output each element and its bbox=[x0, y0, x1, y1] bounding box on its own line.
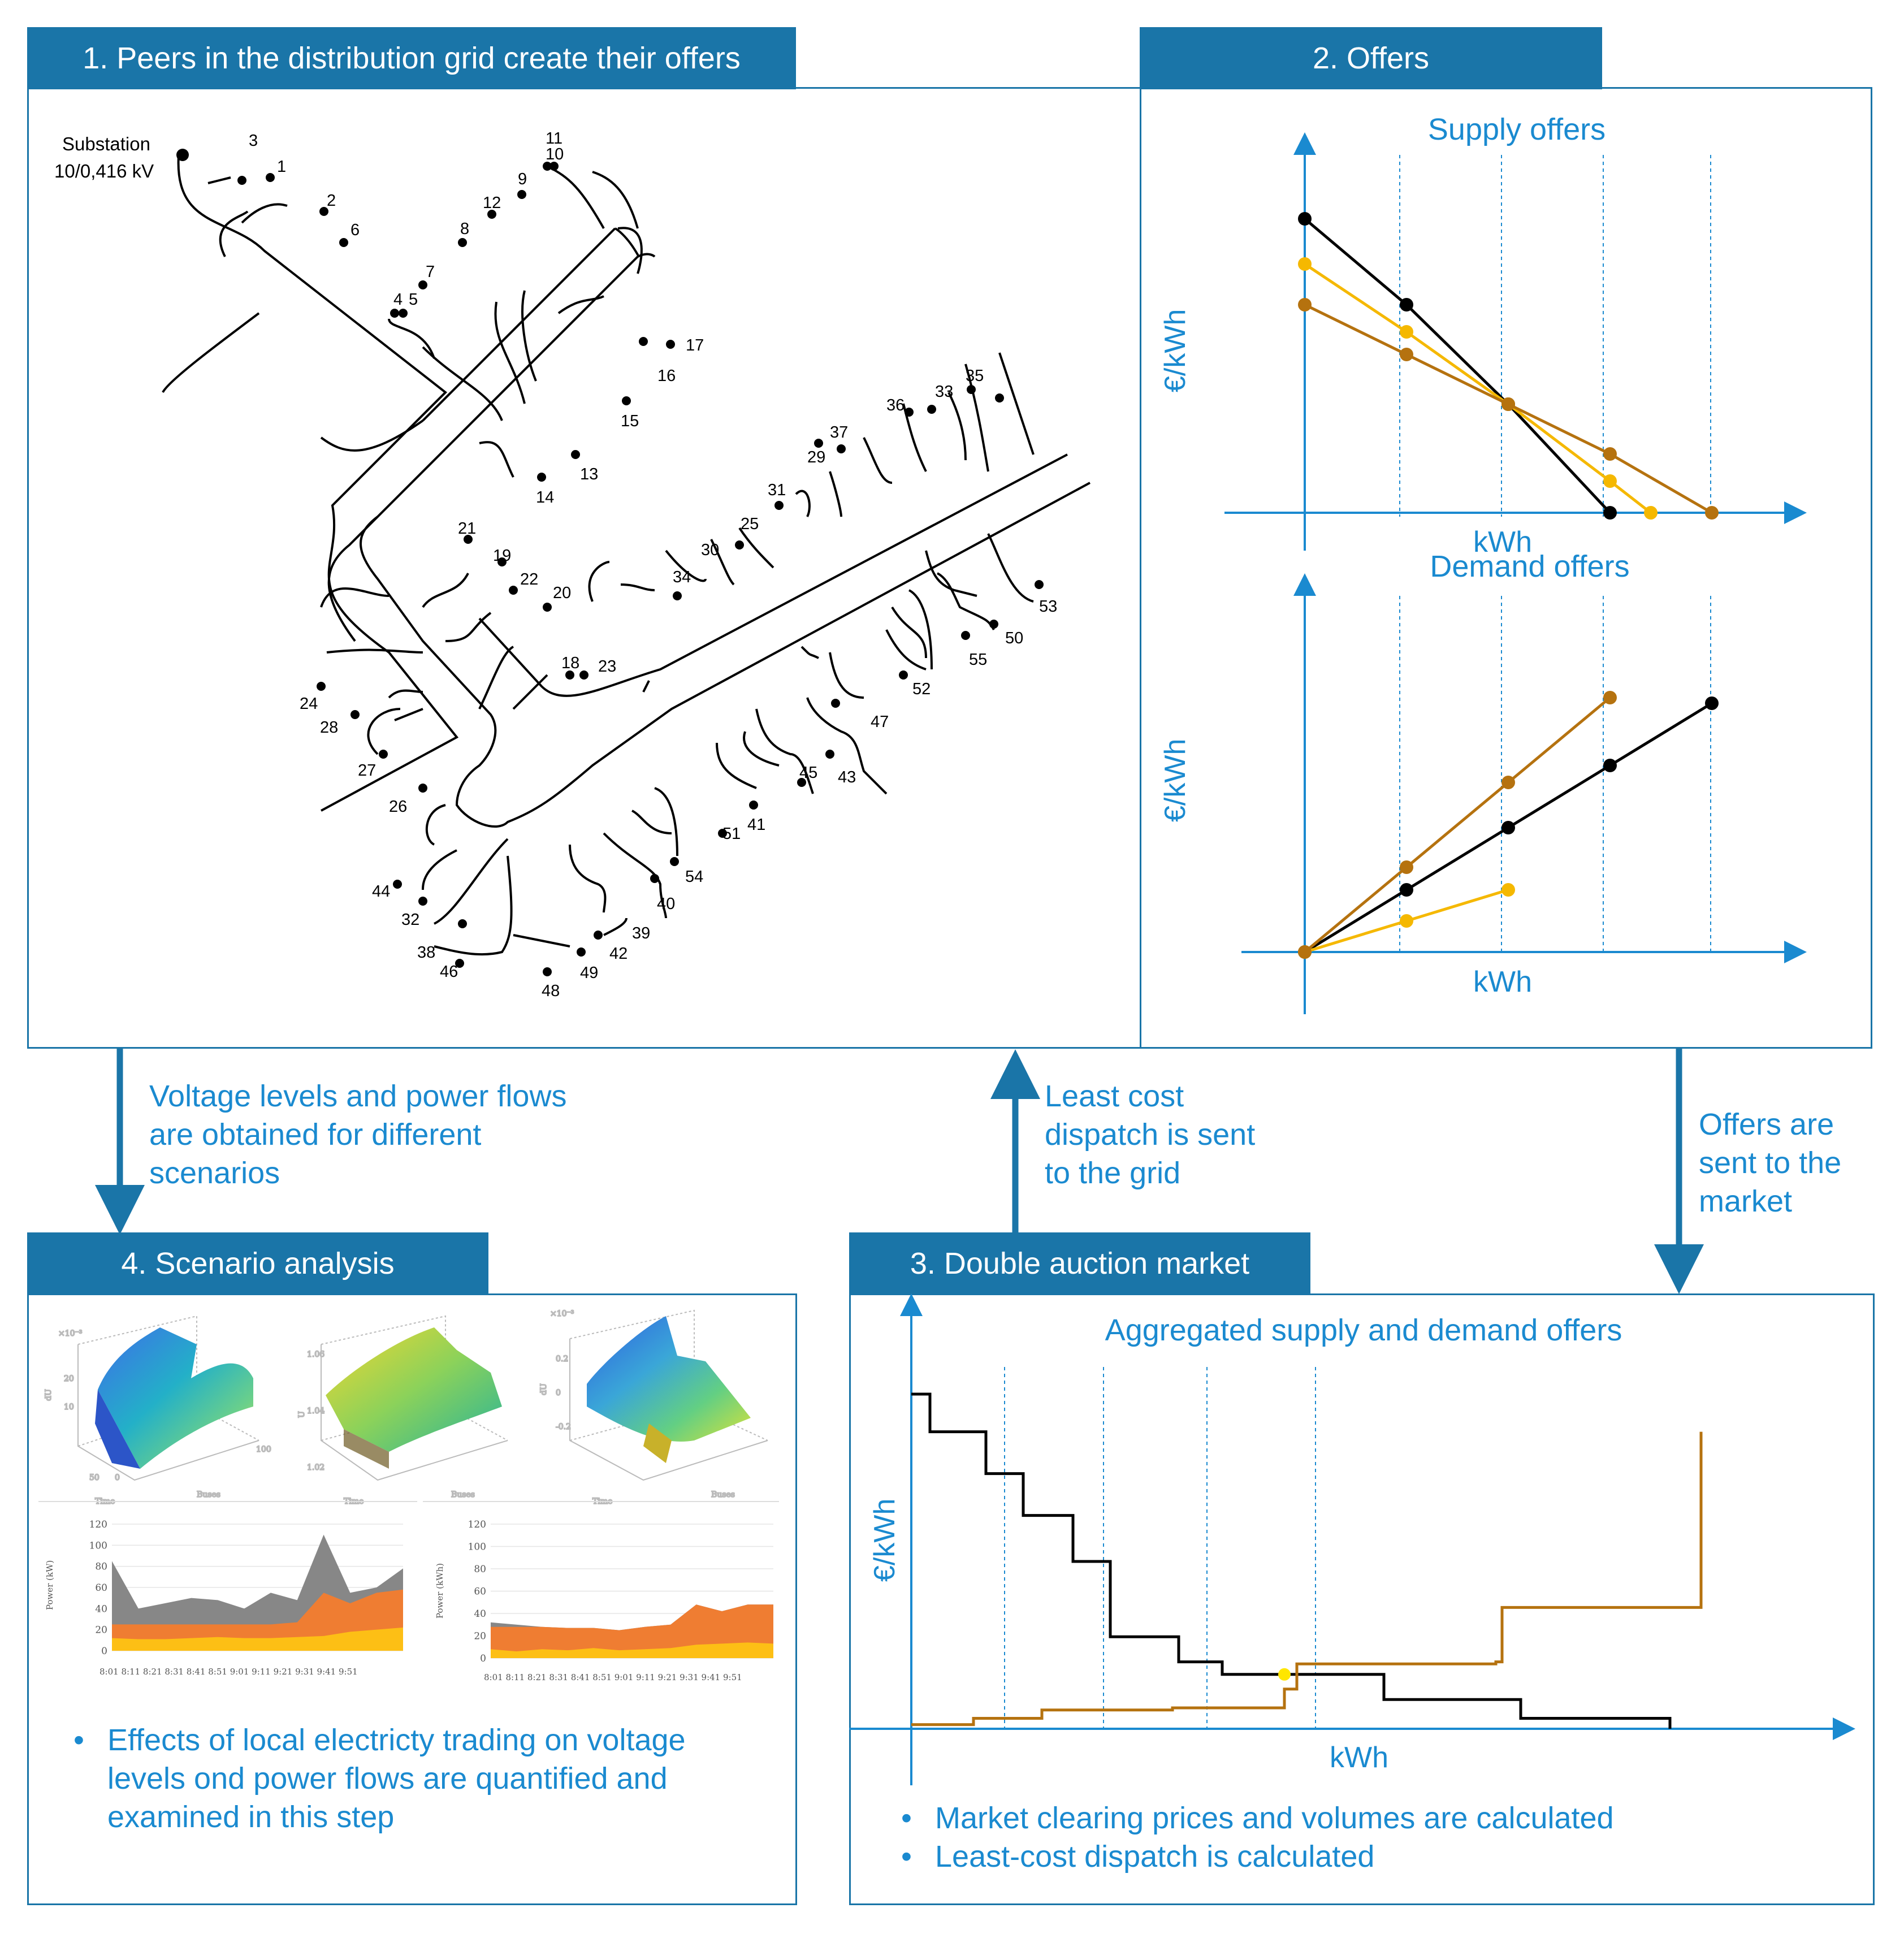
svg-text:dU: dU bbox=[539, 1383, 548, 1395]
demand-offer-point-yellow-1 bbox=[1400, 914, 1413, 928]
demand-offer-point-yellow-2 bbox=[1501, 883, 1515, 897]
market-demand-curve bbox=[911, 1394, 1670, 1729]
supply-offer-point-brown-2 bbox=[1501, 397, 1515, 411]
node-label-38: 38 bbox=[417, 944, 436, 962]
offers-panel-title: 2. Offers bbox=[1140, 27, 1602, 89]
node-label-31: 31 bbox=[768, 481, 786, 499]
area2-ytick: 40 bbox=[474, 1608, 486, 1620]
market-clearing-point bbox=[1278, 1668, 1291, 1681]
supply-offer-point-yellow-0 bbox=[1298, 257, 1312, 271]
node-label-9: 9 bbox=[518, 170, 527, 188]
flow-line: market bbox=[1699, 1184, 1793, 1218]
area1-ytick: 40 bbox=[95, 1603, 107, 1615]
substation-label-1: Substation bbox=[62, 133, 150, 154]
grid-panel-title: 1. Peers in the distribution grid create their offers bbox=[27, 27, 796, 89]
node-label-43: 43 bbox=[838, 768, 856, 786]
node-label-42: 42 bbox=[609, 945, 628, 963]
demand-offer-point-black-4 bbox=[1705, 696, 1719, 710]
demand-offer-point-black-1 bbox=[1400, 883, 1413, 897]
svg-text:1.06: 1.06 bbox=[307, 1350, 325, 1359]
supply-offer-point-black-0 bbox=[1298, 212, 1312, 226]
node-label-35: 35 bbox=[966, 367, 984, 385]
node-label-5: 5 bbox=[409, 291, 418, 309]
market-chart-title: Aggregated supply and demand offers bbox=[1105, 1313, 1622, 1347]
supply-offer-point-black-3 bbox=[1603, 506, 1617, 520]
demand-offer-point-brown-3 bbox=[1603, 691, 1617, 704]
scenario-bullet-line: • Effects of local electricty trading on voltage bbox=[107, 1723, 686, 1757]
scenario-bullet-line: levels ond power flows are quantified and bbox=[107, 1762, 668, 1795]
market-series-group bbox=[911, 1394, 1701, 1729]
node-label-4: 4 bbox=[393, 291, 403, 309]
node-label-24: 24 bbox=[300, 695, 318, 713]
scenario-panel-title: 4. Scenario analysis bbox=[27, 1232, 488, 1295]
node-label-12: 12 bbox=[483, 194, 501, 212]
area-plot-2 bbox=[423, 1502, 779, 1682]
area1-ytick: 80 bbox=[95, 1561, 107, 1573]
flow-line: Voltage levels and power flows bbox=[149, 1079, 567, 1113]
area1-ytick: 20 bbox=[95, 1624, 107, 1636]
flow-line: Least cost bbox=[1045, 1079, 1184, 1113]
svg-text:0: 0 bbox=[115, 1473, 120, 1482]
demand-series-group bbox=[1298, 691, 1719, 959]
scenario-bullet-line: examined in this step bbox=[107, 1800, 395, 1834]
supply-offers-title: Supply offers bbox=[1427, 113, 1606, 146]
substation-label-2: 10/0,416 kV bbox=[54, 161, 154, 181]
flow-line: scenarios bbox=[149, 1156, 280, 1190]
node-label-26: 26 bbox=[389, 798, 408, 816]
supply-gridlines bbox=[1400, 155, 1711, 517]
area-plot-1 bbox=[38, 1502, 417, 1677]
market-xlabel: kWh bbox=[1330, 1741, 1388, 1774]
node-label-23: 23 bbox=[598, 657, 617, 676]
node-label-30: 30 bbox=[701, 541, 720, 559]
surface-plot-1 bbox=[44, 1316, 271, 1506]
area-plot-2-xticks: 8:01 8:11 8:21 8:31 8:41 8:51 9:01 9:11 9:21 9:31 9:41 9:51 bbox=[484, 1672, 742, 1682]
surface-1-buses-label: Buses bbox=[197, 1490, 220, 1499]
node-label-32: 32 bbox=[401, 911, 420, 929]
svg-text:0.2: 0.2 bbox=[556, 1355, 569, 1364]
supply-offer-point-black-1 bbox=[1400, 298, 1413, 311]
area1-ytick: 120 bbox=[89, 1519, 107, 1530]
svg-text:1.02: 1.02 bbox=[307, 1463, 325, 1472]
supply-offer-point-yellow-4 bbox=[1644, 506, 1658, 520]
demand-offer-point-brown-1 bbox=[1400, 860, 1413, 874]
scenario-bullets bbox=[58, 1721, 686, 1836]
svg-text:-0.2: -0.2 bbox=[556, 1422, 571, 1431]
node-label-44: 44 bbox=[372, 882, 391, 901]
market-bullets bbox=[885, 1799, 1614, 1876]
svg-text:U: U bbox=[297, 1411, 306, 1418]
offers-charts bbox=[1140, 87, 1872, 1049]
node-label-37: 37 bbox=[830, 423, 849, 442]
demand-offer-point-black-2 bbox=[1501, 821, 1515, 834]
demand-offer-point-brown-0 bbox=[1298, 945, 1312, 959]
surface-2-time-label: Time bbox=[344, 1497, 364, 1506]
svg-text:0: 0 bbox=[556, 1388, 561, 1398]
market-bullet: • Market clearing prices and volumes are calculated bbox=[885, 1799, 1614, 1837]
demand-ylabel: €/kWh bbox=[1159, 738, 1192, 822]
node-label-22: 22 bbox=[520, 570, 539, 589]
flow-line: sent to the bbox=[1699, 1146, 1842, 1180]
supply-offer-line-black bbox=[1305, 219, 1610, 513]
node-label-40: 40 bbox=[657, 895, 676, 913]
area2-ytick: 60 bbox=[474, 1586, 486, 1598]
node-label-6: 6 bbox=[350, 221, 360, 239]
demand-xlabel: kWh bbox=[1473, 966, 1532, 998]
supply-offer-point-brown-3 bbox=[1603, 447, 1617, 461]
node-label-13: 13 bbox=[580, 465, 599, 483]
node-label-3: 3 bbox=[249, 132, 258, 150]
node-label-49: 49 bbox=[580, 964, 599, 982]
node-label-21: 21 bbox=[458, 520, 477, 538]
node-label-36: 36 bbox=[886, 396, 905, 414]
node-label-10: 10 bbox=[546, 145, 564, 163]
svg-text:50: 50 bbox=[89, 1473, 99, 1482]
svg-text:×10⁻³: ×10⁻³ bbox=[58, 1329, 83, 1338]
node-label-19: 19 bbox=[493, 547, 512, 565]
node-label-25: 25 bbox=[741, 515, 759, 533]
node-label-51: 51 bbox=[722, 825, 741, 843]
node-label-52: 52 bbox=[912, 680, 931, 698]
node-label-28: 28 bbox=[320, 719, 339, 737]
demand-offer-point-black-3 bbox=[1603, 759, 1617, 772]
market-bullet: • Least-cost dispatch is calculated bbox=[885, 1837, 1614, 1876]
node-label-54: 54 bbox=[685, 868, 704, 886]
area2-ytick: 100 bbox=[468, 1541, 486, 1553]
surface-plot-3 bbox=[539, 1309, 768, 1506]
area2-ytick: 120 bbox=[468, 1519, 486, 1530]
demand-offer-line-brown bbox=[1305, 698, 1610, 952]
node-label-55: 55 bbox=[969, 651, 988, 669]
svg-text:100: 100 bbox=[256, 1445, 271, 1454]
flow-line: are obtained for different bbox=[149, 1118, 482, 1152]
node-label-29: 29 bbox=[807, 448, 826, 466]
node-label-17: 17 bbox=[686, 336, 704, 354]
node-label-39: 39 bbox=[632, 924, 651, 942]
svg-text:×10⁻³: ×10⁻³ bbox=[550, 1309, 574, 1318]
node-label-8: 8 bbox=[460, 220, 470, 238]
supply-ylabel: €/kWh bbox=[1159, 309, 1192, 392]
flow-line: to the grid bbox=[1045, 1156, 1181, 1190]
surface-2-buses-label: Buses bbox=[451, 1490, 475, 1499]
node-label-47: 47 bbox=[871, 713, 889, 731]
area-plot-2-ylabel: Power (kWh) bbox=[435, 1563, 445, 1619]
node-label-20: 20 bbox=[553, 584, 572, 602]
area1-ytick: 60 bbox=[95, 1582, 107, 1594]
flow-text-market-to-grid bbox=[1045, 1077, 1255, 1192]
node-label-7: 7 bbox=[426, 263, 435, 281]
svg-text:1.04: 1.04 bbox=[307, 1407, 325, 1416]
supply-offer-point-brown-4 bbox=[1705, 506, 1719, 520]
node-label-33: 33 bbox=[935, 383, 954, 401]
area-plot-1-ylabel: Power (kW) bbox=[45, 1560, 55, 1610]
supply-series-group bbox=[1298, 212, 1719, 520]
node-label-1: 1 bbox=[277, 158, 287, 176]
demand-offer-point-brown-2 bbox=[1501, 776, 1515, 789]
node-label-53: 53 bbox=[1039, 598, 1058, 616]
node-label-34: 34 bbox=[673, 568, 691, 586]
node-label-27: 27 bbox=[358, 762, 377, 780]
scenario-plots bbox=[27, 1293, 797, 1712]
supply-offer-point-yellow-1 bbox=[1400, 325, 1413, 339]
flow-text-grid-to-scenario bbox=[149, 1077, 566, 1192]
area2-ytick: 20 bbox=[474, 1630, 486, 1642]
supply-offer-point-brown-1 bbox=[1400, 348, 1413, 361]
scenario-bullet bbox=[58, 1721, 686, 1836]
node-label-16: 16 bbox=[657, 367, 676, 385]
area2-ytick: 80 bbox=[474, 1564, 486, 1575]
node-label-14: 14 bbox=[536, 488, 555, 507]
demand-gridlines bbox=[1400, 596, 1711, 952]
node-label-11: 11 bbox=[546, 129, 563, 148]
demand-offers-title: Demand offers bbox=[1430, 550, 1630, 583]
node-label-18: 18 bbox=[561, 654, 580, 672]
flow-line: dispatch is sent bbox=[1045, 1118, 1256, 1152]
svg-text:10: 10 bbox=[64, 1403, 74, 1412]
surface-3-buses-label: Buses bbox=[711, 1490, 735, 1499]
surface-plot-2 bbox=[297, 1316, 508, 1506]
svg-text:20: 20 bbox=[64, 1374, 74, 1383]
area1-ytick: 100 bbox=[89, 1540, 107, 1552]
node-label-50: 50 bbox=[1005, 629, 1024, 647]
node-label-46: 46 bbox=[440, 963, 458, 981]
distribution-grid-diagram bbox=[27, 87, 1141, 1049]
area2-ytick: 0 bbox=[480, 1653, 486, 1664]
area1-ytick: 0 bbox=[101, 1646, 107, 1657]
node-label-45: 45 bbox=[799, 764, 818, 782]
area-plot-1-xticks: 8:01 8:11 8:21 8:31 8:41 8:51 9:01 9:11 9:21 9:31 9:41 9:51 bbox=[99, 1667, 358, 1677]
supply-offer-point-yellow-3 bbox=[1603, 474, 1617, 488]
supply-xlabel: kWh bbox=[1473, 526, 1532, 559]
flow-line: Offers are bbox=[1699, 1107, 1834, 1141]
supply-offer-point-brown-0 bbox=[1298, 298, 1312, 311]
svg-text:dU: dU bbox=[44, 1389, 53, 1401]
node-label-15: 15 bbox=[621, 412, 639, 430]
surface-3-time-label: Time bbox=[592, 1497, 613, 1506]
node-label-41: 41 bbox=[747, 816, 766, 834]
market-ylabel: €/kWh bbox=[868, 1498, 901, 1582]
market-panel-title: 3. Double auction market bbox=[849, 1232, 1310, 1295]
surface-1-time-label: Time bbox=[95, 1497, 115, 1506]
flow-text-offers-to-market bbox=[1699, 1105, 1841, 1221]
node-label-48: 48 bbox=[542, 982, 560, 1000]
node-label-2: 2 bbox=[327, 192, 336, 210]
market-supply-curve bbox=[911, 1432, 1701, 1725]
